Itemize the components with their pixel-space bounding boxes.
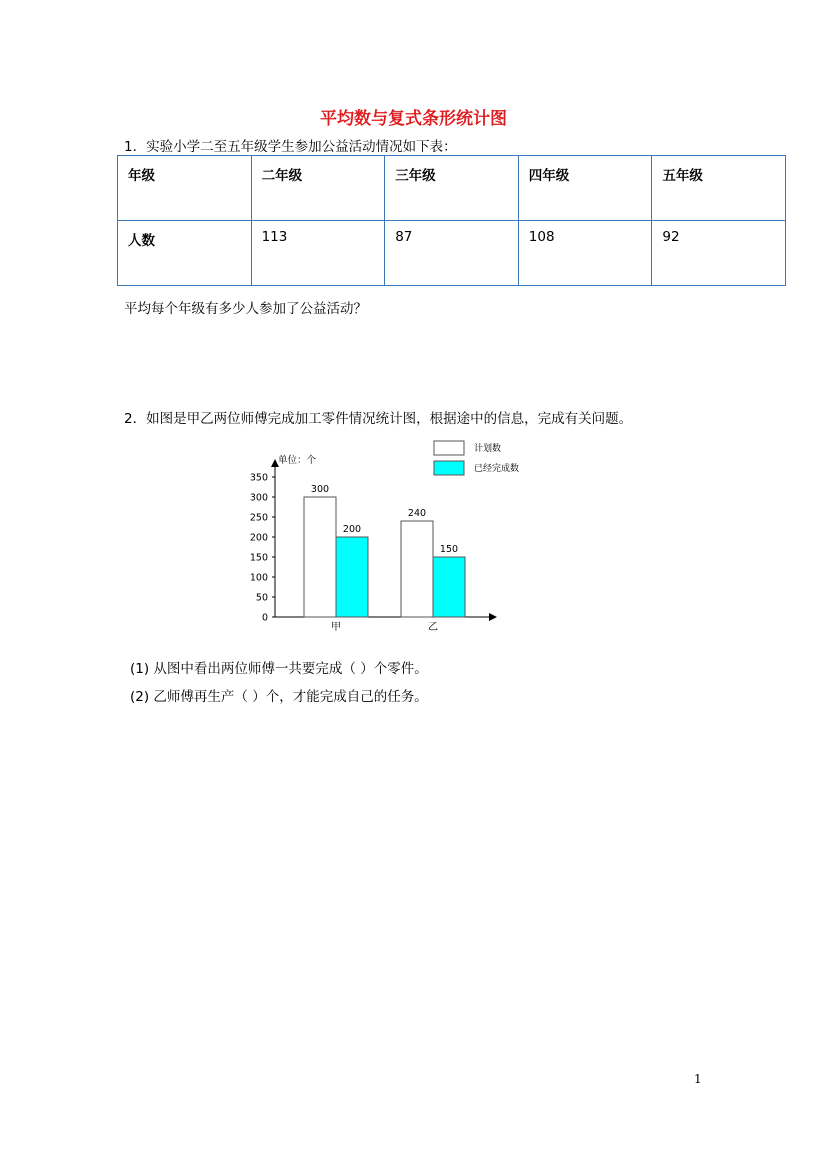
sub-question-1: (1) 从图中看出两位师傅一共要完成（ ）个零件。	[130, 661, 428, 677]
table-header-cell: 二年级	[251, 156, 385, 221]
y-tick-label: 250	[249, 512, 268, 524]
bar	[304, 497, 336, 617]
page-number: 1	[694, 1072, 702, 1086]
question-2-prompt: 2．如图是甲乙两位师傅完成加工零件情况统计图，根据途中的信息，完成有关问题。	[124, 411, 633, 427]
bar-chart	[240, 433, 540, 638]
table-cell: 113	[251, 221, 385, 286]
table-cell: 87	[385, 221, 519, 286]
bar	[336, 537, 368, 617]
table-cell: 108	[518, 221, 652, 286]
table-row-header	[118, 156, 786, 221]
y-tick-label: 50	[255, 592, 268, 604]
table-cell: 92	[652, 221, 786, 286]
table-header-cell: 三年级	[385, 156, 519, 221]
table-row	[118, 221, 786, 286]
unit-label: 单位：个	[278, 455, 317, 466]
question-1-text: 平均每个年级有多少人参加了公益活动？	[124, 301, 367, 317]
legend-label: 计划数	[474, 444, 502, 454]
legend-swatch	[434, 441, 464, 455]
y-tick-label: 100	[249, 572, 268, 584]
data-label: 300	[310, 484, 330, 495]
sub-question-2: (2) 乙师傅再生产（ ）个，才能完成自己的任务。	[130, 689, 428, 705]
grade-table	[117, 155, 786, 286]
table-header-cell: 五年级	[652, 156, 786, 221]
legend-label: 已经完成数	[474, 464, 520, 474]
question-1-prompt: 1．实验小学二至五年级学生参加公益活动情况如下表：	[124, 139, 457, 155]
data-label: 240	[407, 508, 427, 519]
y-tick-label: 150	[249, 552, 268, 564]
bar	[433, 557, 465, 617]
table-cell: 人数	[118, 221, 252, 286]
x-tick-label: 乙	[428, 622, 438, 633]
table-header-cell: 年级	[118, 156, 252, 221]
y-tick-label: 350	[249, 472, 268, 484]
y-tick-label: 300	[249, 492, 268, 504]
bar	[401, 521, 433, 617]
y-tick-label: 200	[249, 532, 268, 544]
table-header-cell: 四年级	[518, 156, 652, 221]
data-label: 200	[342, 524, 362, 535]
y-tick-label: 0	[261, 612, 268, 624]
legend-swatch	[434, 461, 464, 475]
page-title: 平均数与复式条形统计图	[320, 109, 507, 129]
x-tick-label: 甲	[331, 622, 341, 633]
data-label: 150	[439, 544, 459, 555]
